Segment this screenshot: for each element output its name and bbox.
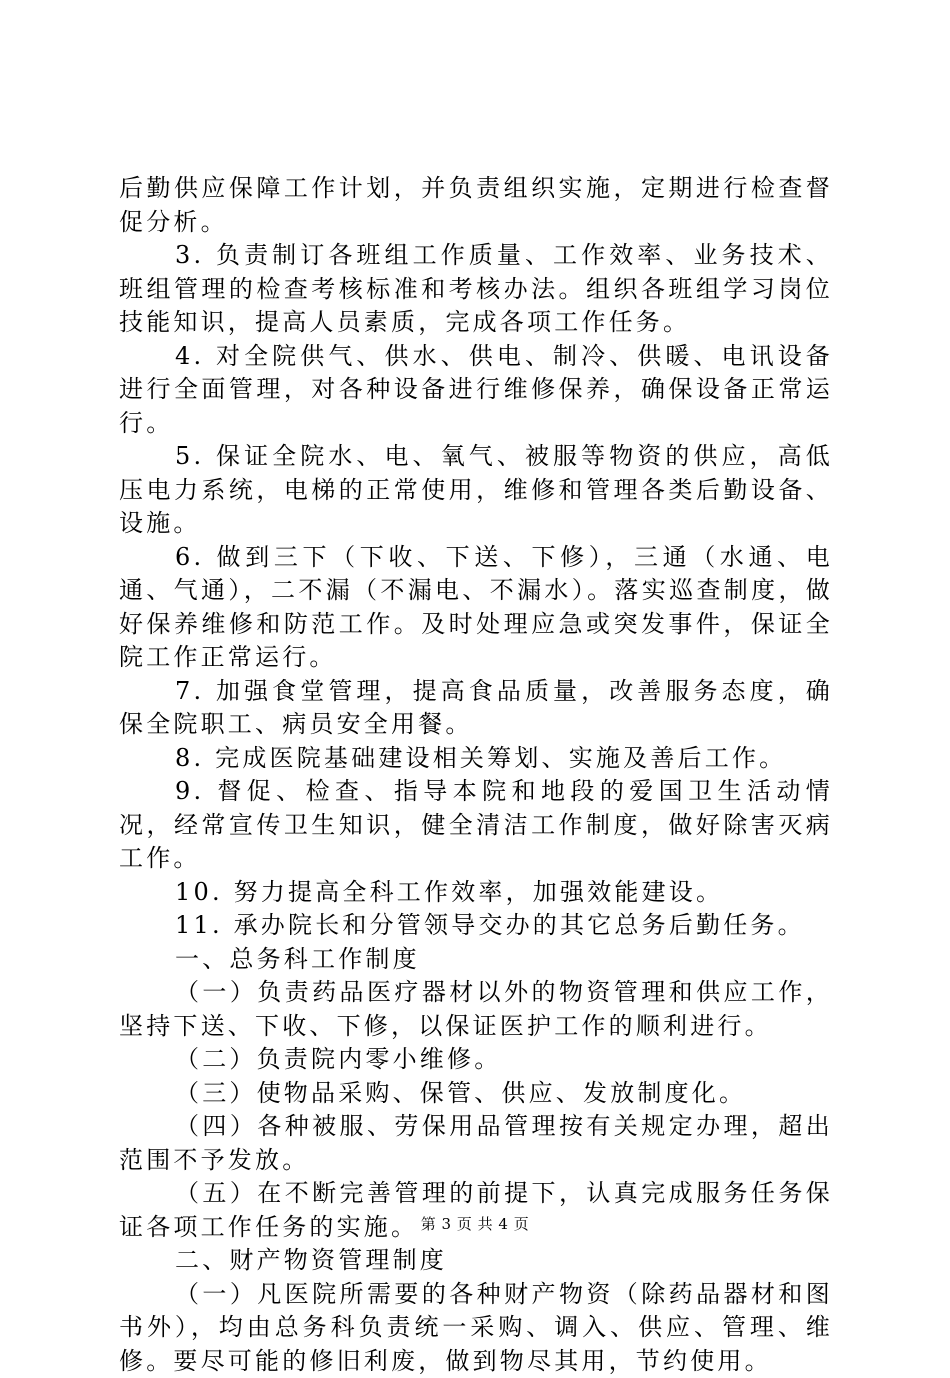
paragraph-item-6: 6. 做到三下（下收、下送、下修），三通（水通、电通、气通），二不漏（不漏电、不漏水）。落实巡查制度，做好保养维修和防范工作。及时处理应急或突发事件，保证全院工作正常运行。 [119, 541, 833, 675]
paragraph-rule-1: （一）负责药品医疗器材以外的物资管理和供应工作，坚持下送、下收、下修，以保证医护工作的顺利进行。 [119, 976, 833, 1043]
document-body [119, 172, 833, 1378]
paragraph-rule-3: （三）使物品采购、保管、供应、发放制度化。 [119, 1077, 833, 1111]
paragraph-rule-5: （五）在不断完善管理的前提下，认真完成服务任务保证各项工作任务的实施。 [119, 1177, 833, 1244]
paragraph-rule-4: （四）各种被服、劳保用品管理按有关规定办理，超出范围不予发放。 [119, 1110, 833, 1177]
paragraph-rule-2: （二）负责院内零小维修。 [119, 1043, 833, 1077]
paragraph-item-10: 10. 努力提高全科工作效率，加强效能建设。 [119, 876, 833, 910]
paragraph-continuation: 后勤供应保障工作计划，并负责组织实施，定期进行检查督促分析。 [119, 172, 833, 239]
paragraph-item-11: 11. 承办院长和分管领导交办的其它总务后勤任务。 [119, 909, 833, 943]
paragraph-item-4: 4. 对全院供气、供水、供电、制冷、供暖、电讯设备进行全面管理，对各种设备进行维修保养，确保设备正常运行。 [119, 340, 833, 441]
section-heading-property-management: 二、财产物资管理制度 [119, 1244, 833, 1278]
section-heading-general-affairs-rules: 一、总务科工作制度 [119, 943, 833, 977]
paragraph-item-7: 7. 加强食堂管理，提高食品质量，改善服务态度，确保全院职工、病员安全用餐。 [119, 675, 833, 742]
page-footer: 第 3 页 共 4 页 [0, 1214, 950, 1234]
paragraph-property-rule-1: （一）凡医院所需要的各种财产物资（除药品器材和图书外），均由总务科负责统一采购、调入、供应、管理、维修。要尽可能的修旧利废，做到物尽其用，节约使用。 [119, 1278, 833, 1378]
paragraph-item-8: 8. 完成医院基础建设相关筹划、实施及善后工作。 [119, 742, 833, 776]
paragraph-item-3: 3. 负责制订各班组工作质量、工作效率、业务技术、班组管理的检查考核标准和考核办法。组织各班组学习岗位技能知识，提高人员素质，完成各项工作任务。 [119, 239, 833, 340]
paragraph-item-5: 5. 保证全院水、电、氧气、被服等物资的供应，高低压电力系统，电梯的正常使用，维修和管理各类后勤设备、设施。 [119, 440, 833, 541]
paragraph-item-9: 9. 督促、检查、指导本院和地段的爱国卫生活动情况，经常宣传卫生知识，健全清洁工作制度，做好除害灭病工作。 [119, 775, 833, 876]
